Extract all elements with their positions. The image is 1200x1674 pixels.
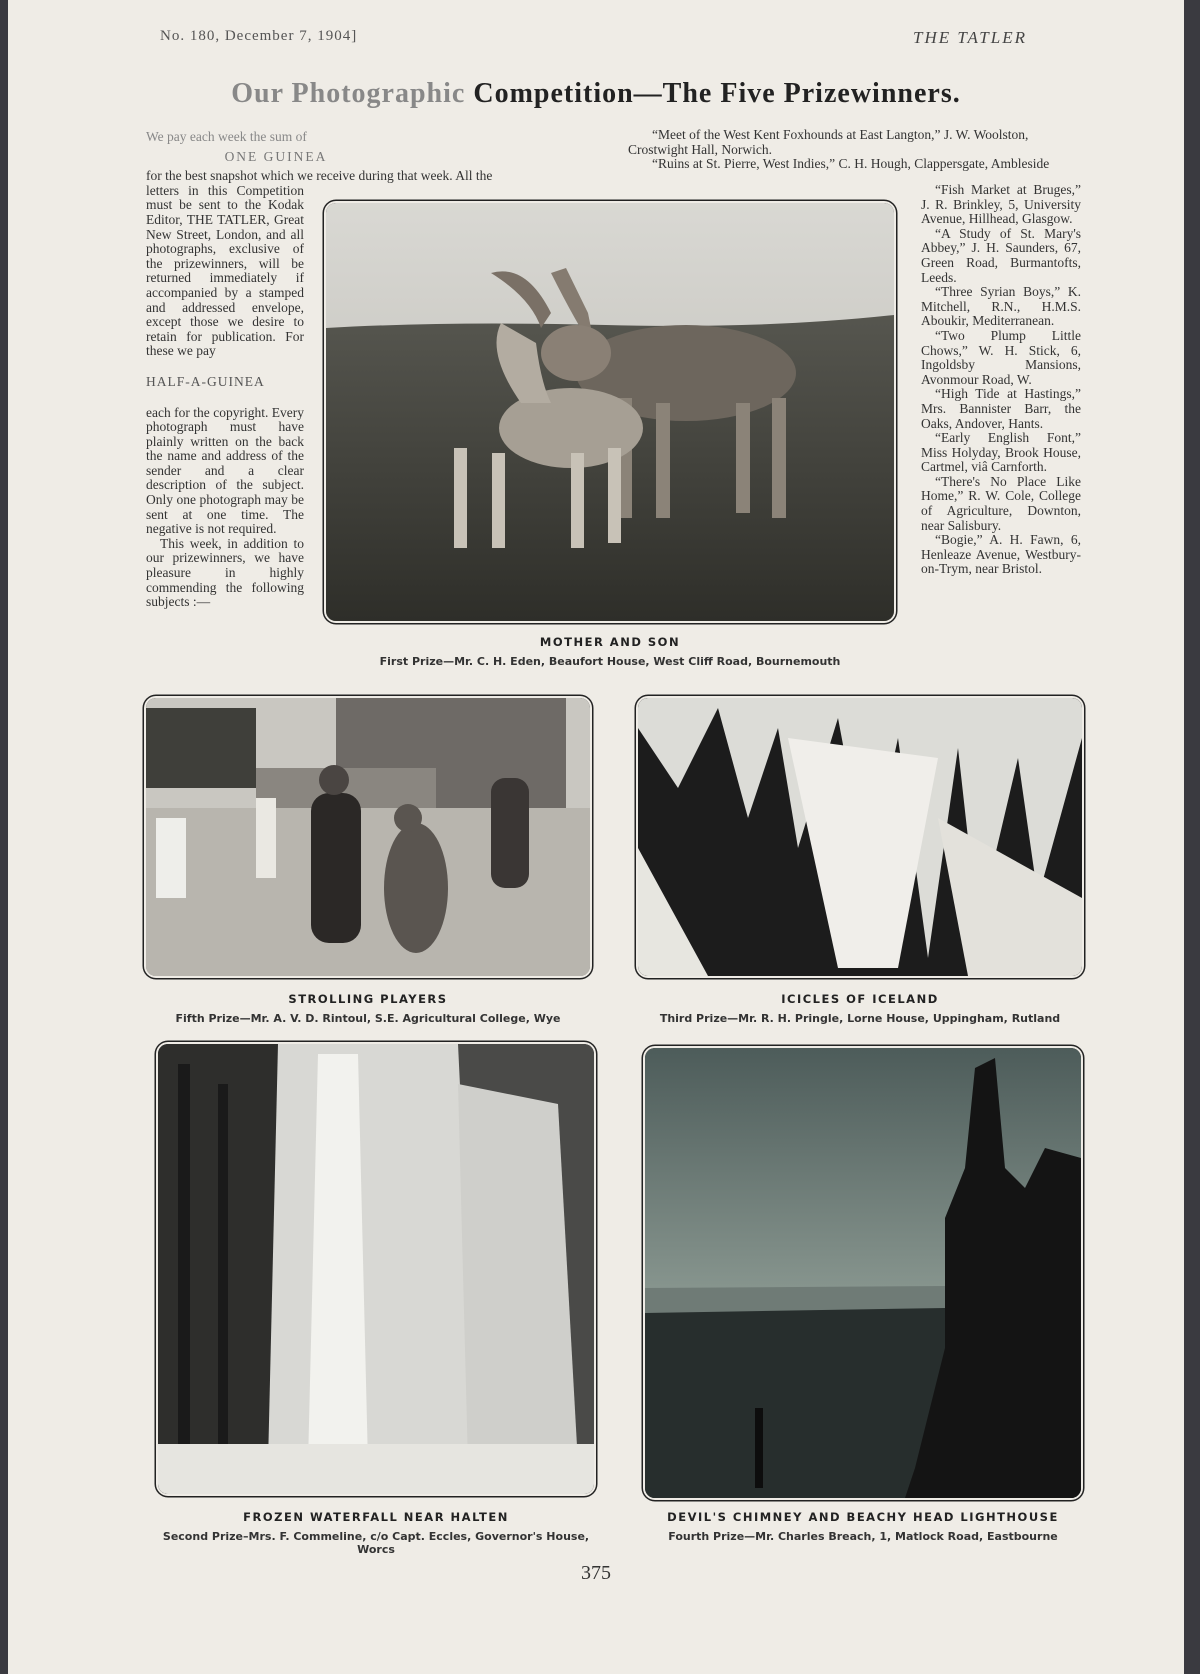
commended-item: “Fish Market at Bruges,” J. R. Brinkley, 5, University Avenue, Hillhead, Glasgow.: [921, 182, 1081, 227]
intro-column: [146, 129, 493, 610]
commended-item: “High Tide at Hastings,” Mrs. Bannister Barr, the Oaks, Andover, Hants.: [921, 386, 1081, 431]
caption-first: [326, 635, 894, 668]
photo-icicles-of-iceland: [638, 698, 1082, 976]
issue-info: No. 180, December 7, 1904]: [160, 28, 358, 44]
commended-column: [921, 183, 1081, 577]
caption-title: DEVIL'S CHIMNEY AND BEACHY HEAD LIGHTHOUSE: [667, 1510, 1059, 1524]
commended-item: “Early English Font,” Miss Holyday, Brook House, Cartmel, viâ Carnforth.: [921, 430, 1081, 475]
caption-credit: First Prize—Mr. C. H. Eden, Beaufort House, West Cliff Road, Bournemouth: [379, 655, 841, 668]
page-headline: [8, 78, 1184, 110]
caption-credit: Third Prize—Mr. R. H. Pringle, Lorne House, Uppingham, Rutland: [659, 1012, 1061, 1025]
intro-line-1: We pay each week the sum of: [146, 129, 307, 144]
intro-body-1: letters in this Competition must be sent to the Kodak Editor, THE TATLER, Great New Street, London, and all photographs, exclusive of the prizewinners, will be returned immediately if accompanied by a stamped and addressed envelope, except those we desire to retain for publication. For these we pay: [146, 182, 304, 359]
photo-strolling-players: [146, 698, 590, 976]
photo-frozen-waterfall: [158, 1044, 594, 1494]
caption-credit: Fifth Prize—Mr. A. V. D. Rintoul, S.E. Agricultural College, Wye: [175, 1012, 561, 1025]
commended-top: [628, 128, 1078, 172]
prize-sum: ONE GUINEA: [224, 148, 328, 164]
page-number: 375: [581, 1562, 611, 1584]
headline-part-2: Competition—The Five Prizewinners.: [473, 78, 961, 109]
caption-title: STROLLING PLAYERS: [288, 992, 448, 1006]
commended-item: “Two Plump Little Chows,” W. H. Stick, 6, Ingoldsby Mansions, Avonmour Road, W.: [921, 327, 1081, 387]
commended-item: “There's No Place Like Home,” R. W. Cole, College of Agriculture, Downton, near Salisbury.: [921, 473, 1081, 533]
caption-fifth: [146, 992, 590, 1025]
caption-second: [146, 1510, 606, 1556]
magazine-page: [8, 0, 1184, 1674]
headline-part-1: Our Photographic: [231, 78, 466, 109]
commended-item: “Three Syrian Boys,” K. Mitchell, R.N., H.M.S. Aboukir, Mediterranean.: [921, 284, 1081, 329]
photo-devils-chimney: [645, 1048, 1081, 1498]
intro-body-2: each for the copyright. Every photograph must have plainly written on the back the name and address of the sender and a clear description of the subject. Only one photograph may be sent at one time. The negative is not required.: [146, 404, 304, 537]
commended-item: “Ruins at St. Pierre, West Indies,” C. H. Hough, Clappersgate, Ambleside: [652, 156, 1050, 172]
photo-mother-and-son: [326, 203, 894, 621]
caption-fourth: [628, 1510, 1098, 1543]
caption-title: ICICLES OF ICELAND: [781, 992, 939, 1006]
intro-body-3: This week, in addition to our prizewinners, we have pleasure in highly commending the following subjects :—: [146, 535, 304, 610]
commended-item: “Meet of the West Kent Foxhounds at East Langton,” J. W. Woolston, Crostwight Hall, Norwich.: [628, 127, 1029, 157]
caption-credit: Fourth Prize—Mr. Charles Breach, 1, Matlock Road, Eastbourne: [668, 1530, 1058, 1543]
caption-third: [638, 992, 1082, 1025]
intro-line-2: for the best snapshot which we receive during that week. All the: [146, 168, 493, 184]
caption-title: FROZEN WATERFALL NEAR HALTEN: [243, 1510, 509, 1524]
caption-credit: Second Prize–Mrs. F. Commeline, c/o Capt. Eccles, Governor's House, Worcs: [162, 1530, 590, 1556]
caption-title: MOTHER AND SON: [539, 635, 681, 649]
magazine-title: THE TATLER: [913, 28, 1027, 47]
commended-item: “A Study of St. Mary's Abbey,” J. H. Saunders, 67, Green Road, Burmantofts, Leeds.: [921, 225, 1081, 285]
commended-item: “Bogie,” A. H. Fawn, 6, Henleaze Avenue, Westbury-on-Trym, near Bristol.: [921, 532, 1081, 577]
copyright-sum: HALF-A-GUINEA: [146, 373, 265, 389]
